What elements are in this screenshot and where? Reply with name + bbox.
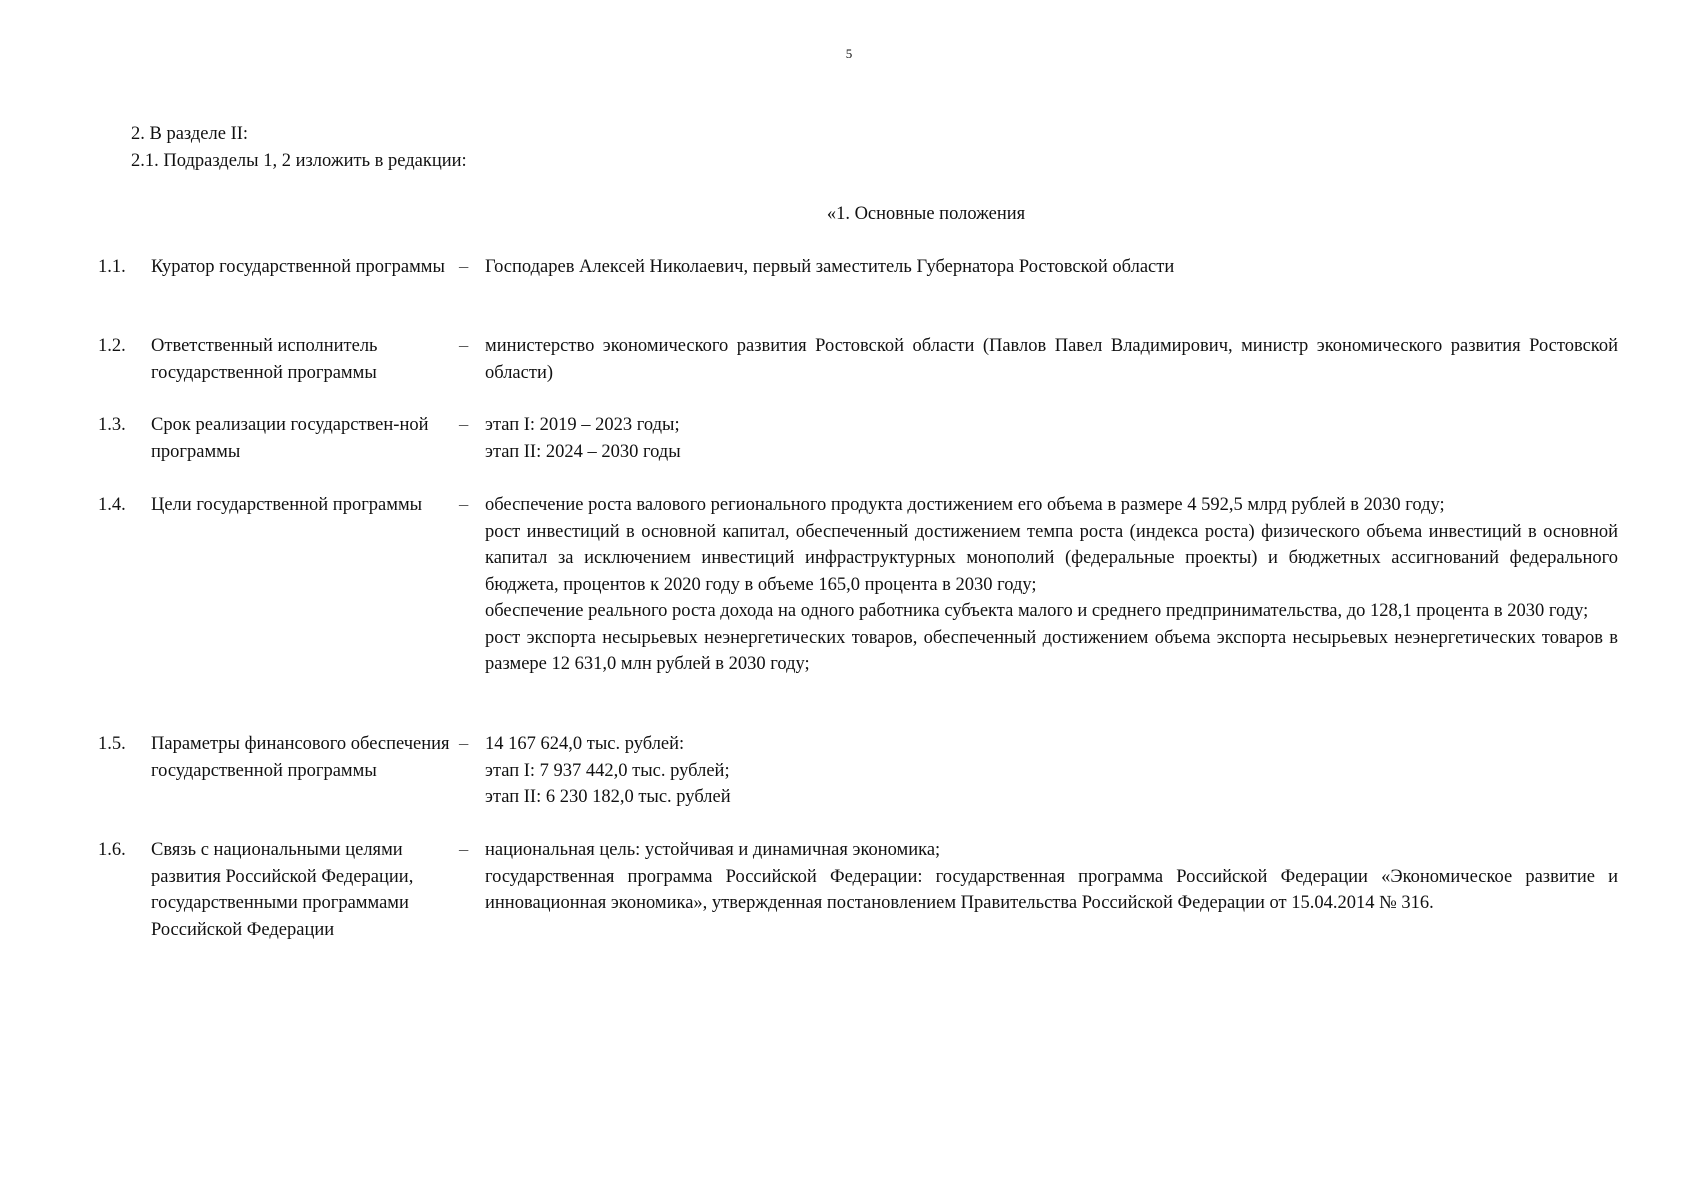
section-label: Срок реализации государствен-ной программы	[151, 415, 429, 462]
intro-line-section: 2. В разделе II:	[131, 124, 249, 144]
section-label: Куратор государственной программы	[151, 257, 445, 277]
section-content-line: министерство экономического развития Ростовской области (Павлов Павел Владимирович, министр экономического развития Ростовской области)	[485, 336, 1618, 383]
section-content-line: рост экспорта несырьевых неэнергетических товаров, обеспеченный достижением объема экспорта несырьевых неэнергетических товаров в размере 12 631,0 млн рублей в 2030 году;	[485, 627, 1618, 674]
section-heading: «1. Основные положения	[826, 204, 1026, 224]
section-dash: –	[459, 257, 469, 277]
section-label: Цели государственной программы	[151, 495, 423, 515]
section-number: 1.2.	[98, 336, 126, 356]
section-number: 1.5.	[98, 734, 126, 754]
section-content-line: обеспечение роста валового регионального продукта достижением его объема в размере 4 592,5 млрд рублей в 2030 году;	[485, 495, 1445, 515]
section-content-line: национальная цель: устойчивая и динамичная экономика;	[485, 840, 941, 860]
section-content	[485, 412, 1618, 465]
section-content-line: государственная программа Российской Федерации: государственная программа Российской Федерации «Экономическое развитие и инновационная экономика», утвержденная постановлением Правительства Российской Федерации от 15.04.2014 № 316.	[485, 866, 1618, 913]
section-content	[485, 837, 1618, 917]
section-label: Связь с национальными целями развития Российской Федерации, государственными программами Российской Федерации	[151, 840, 414, 940]
section-content-line: этап II: 2024 – 2030 годы	[485, 441, 681, 462]
section-dash: –	[459, 734, 469, 754]
section-number: 1.3.	[98, 415, 126, 435]
section-label: Параметры финансового обеспечения государственной программы	[151, 734, 450, 781]
section-content-line: рост инвестиций в основной капитал, обеспеченный достижением темпа роста (индекса роста) физического объема инвестиций в основной капитал за исключением инвестиций инфраструктурных монополий (федеральные проекты) и бюджетных ассигнований федерального бюджета, процентов к 2020 году в объеме 165,0 процента в 2030 году;	[485, 521, 1618, 595]
section-number: 1.4.	[98, 495, 126, 515]
intro-line-subsections: 2.1. Подразделы 1, 2 изложить в редакции:	[131, 150, 467, 171]
section-dash: –	[459, 840, 469, 860]
section-content	[485, 731, 1618, 811]
section-content-line: этап I: 7 937 442,0 тыс. рублей;	[485, 760, 730, 781]
section-content-line: обеспечение реального роста дохода на одного работника субъекта малого и среднего предпринимательства, до 128,1 процента в 2030 году;	[485, 601, 1589, 621]
intro-block	[131, 121, 467, 174]
section-number: 1.1.	[98, 257, 126, 277]
section-content	[485, 254, 1618, 281]
section-content-line: этап II: 6 230 182,0 тыс. рублей	[485, 787, 731, 807]
section-label: Ответственный исполнитель государственной программы	[151, 336, 378, 383]
page-number: 5	[845, 46, 853, 61]
section-content-line: Господарев Алексей Николаевич, первый заместитель Губернатора Ростовской области	[485, 257, 1175, 277]
section-dash: –	[459, 495, 469, 515]
section-dash: –	[459, 336, 469, 356]
section-content-line: этап I: 2019 – 2023 годы;	[485, 415, 680, 435]
section-number: 1.6.	[98, 840, 126, 860]
section-content-line: 14 167 624,0 тыс. рублей:	[485, 734, 685, 754]
section-content	[485, 333, 1618, 386]
section-dash: –	[459, 415, 469, 435]
section-content	[485, 492, 1618, 678]
